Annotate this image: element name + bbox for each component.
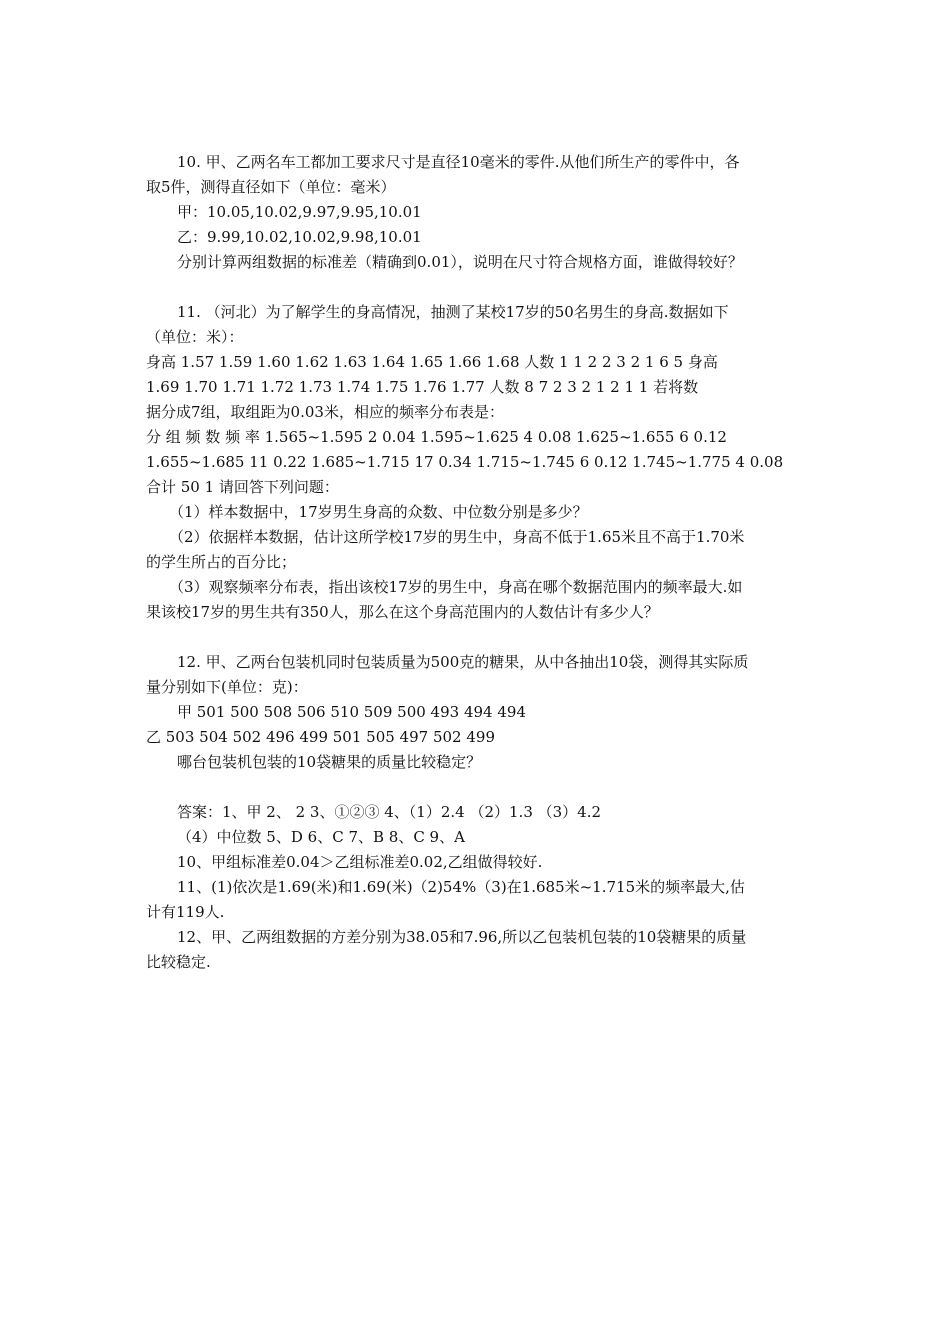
question-11-frequency-table: 分 组 频 数 频 率 1.565~1.595 2 0.04 1.595~1.625 4 0.08 1.625~1.655 6 0.12 — [146, 428, 727, 446]
question-11-data: 1.69 1.70 1.71 1.72 1.73 1.74 1.75 1.76 1.77 人数 8 7 2 3 2 1 2 1 1 若将数 — [146, 378, 699, 396]
question-12-prompt: 哪台包装机包装的10袋糖果的质量比较稳定？ — [177, 753, 482, 771]
question-12-text: 量分别如下(单位：克)： — [146, 678, 308, 696]
question-10-prompt: 分别计算两组数据的标准差（精确到0.01），说明在尺寸符合规格方面，谁做得较好？ — [177, 253, 743, 271]
answer-line: 答案：1、甲 2、 2 3、①②③ 4、（1）2.4 （2）1.3 （3）4.2 — [177, 803, 602, 821]
question-10-text: 取5件，测得直径如下（单位：毫米） — [146, 178, 396, 196]
answer-line: 12、甲、乙两组数据的方差分别为38.05和7.96,所以乙包装机包装的10袋糖果的质量 — [177, 928, 747, 946]
answer-line: 11、(1)依次是1.69(米)和1.69(米)（2)54%（3)在1.685米~1.715米的频率最大,估 — [177, 878, 745, 896]
question-10-text: 10. 甲、乙两名车工都加工要求尺寸是直径10毫米的零件.从他们所生产的零件中，各 — [177, 153, 740, 171]
question-11-frequency-table: 1.655~1.685 11 0.22 1.685~1.715 17 0.34 1.715~1.745 6 0.12 1.745~1.775 4 0.08 — [146, 453, 784, 471]
question-11-part-2: （2）依据样本数据，估计这所学校17岁的男生中，身高不低于1.65米且不高于1.70米 — [169, 528, 745, 546]
question-10-data-yi: 乙：9.99,10.02,10.02,9.98,10.01 — [177, 228, 422, 246]
question-11-part-3: 果该校17岁的男生共有350人，那么在这个身高范围内的人数估计有多少人？ — [146, 603, 659, 621]
question-11-part-1: （1）样本数据中，17岁男生身高的众数、中位数分别是多少？ — [169, 503, 588, 521]
answer-line: 计有119人. — [146, 903, 225, 921]
question-11-text: 11. （河北）为了解学生的身高情况，抽测了某校17岁的50名男生的身高.数据如下 — [177, 303, 729, 321]
question-11-text: 据分成7组，取组距为0.03米，相应的频率分布表是： — [146, 403, 504, 421]
answer-line: （4）中位数 5、D 6、C 7、B 8、C 9、A — [177, 828, 465, 846]
question-12-data-jia: 甲 501 500 508 506 510 509 500 493 494 494 — [177, 703, 526, 721]
question-10-data-jia: 甲：10.05,10.02,9.97,9.95,10.01 — [177, 203, 422, 221]
question-12-text: 12. 甲、乙两台包装机同时包装质量为500克的糖果，从中各抽出10袋，测得其实际质 — [177, 653, 749, 671]
question-12-data-yi: 乙 503 504 502 496 499 501 505 497 502 499 — [146, 728, 495, 746]
question-11-frequency-table: 合计 50 1 请回答下列问题： — [146, 478, 339, 496]
question-11-text: （单位：米）： — [146, 328, 244, 346]
question-11-data: 身高 1.57 1.59 1.60 1.62 1.63 1.64 1.65 1.66 1.68 人数 1 1 2 2 3 2 1 6 5 身高 — [146, 353, 718, 371]
answer-line: 10、甲组标准差0.04＞乙组标准差0.02,乙组做得较好. — [177, 853, 543, 871]
answer-line: 比较稳定. — [146, 953, 211, 971]
question-11-part-2: 的学生所占的百分比； — [146, 553, 297, 571]
question-11-part-3: （3）观察频率分布表，指出该校17岁的男生中，身高在哪个数据范围内的频率最大.如 — [169, 578, 743, 596]
